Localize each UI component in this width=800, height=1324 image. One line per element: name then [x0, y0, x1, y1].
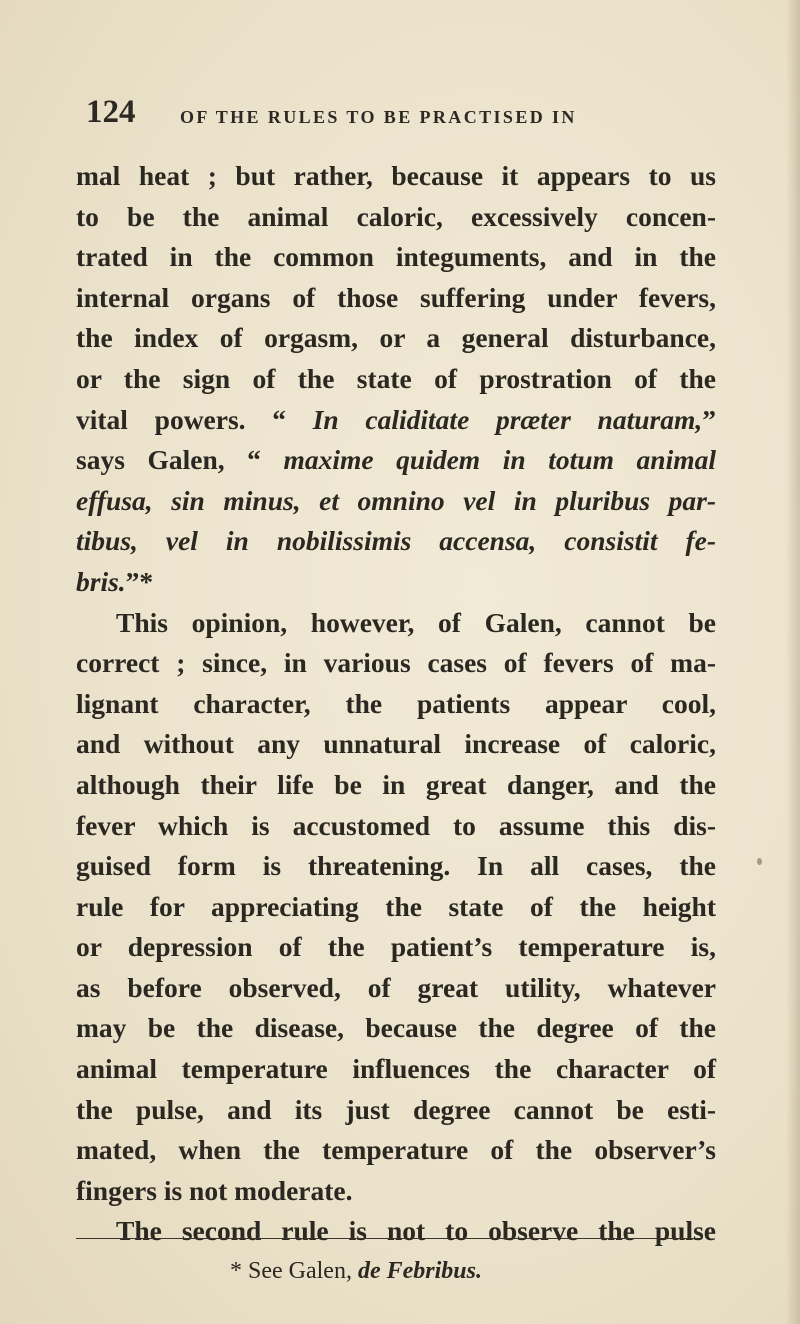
text-line	[76, 359, 716, 400]
running-head	[86, 92, 726, 132]
italic-segment: bris.	[76, 565, 126, 597]
text-line	[76, 562, 716, 603]
text-segment: says Galen, “	[76, 444, 284, 476]
text-segment: as before observed, of great utility, whatever	[76, 971, 716, 1003]
text-line	[76, 684, 716, 725]
text-segment: fingers is not moderate.	[76, 1174, 353, 1206]
text-line	[76, 724, 716, 765]
page-number: 124	[86, 94, 136, 130]
text-segment: This opinion, however, of Galen, cannot be	[116, 606, 716, 638]
footnote-marker: * See Galen,	[230, 1258, 358, 1284]
text-segment: may be the disease, because the degree of the	[76, 1012, 716, 1044]
text-segment: animal temperature influences the character of	[76, 1053, 716, 1085]
text-line	[76, 197, 716, 238]
text-segment: fever which is accustomed to assume this dis-	[76, 809, 716, 841]
running-head-title: OF THE RULES TO BE PRACTISED IN	[180, 107, 577, 127]
text-segment: internal organs of those suffering under fevers,	[76, 281, 716, 313]
italic-segment: In caliditate præter naturam,	[312, 403, 703, 435]
body-text	[76, 156, 716, 1252]
text-segment: or the sign of the state of prostration of the	[76, 362, 716, 394]
text-line	[76, 643, 716, 684]
italic-segment: maxime quidem in totum animal	[283, 444, 716, 476]
text-segment: ”	[702, 403, 716, 435]
text-line	[76, 1049, 716, 1090]
text-segment: correct ; since, in various cases of fevers of ma-	[76, 647, 716, 679]
text-line	[76, 237, 716, 278]
text-line	[76, 1211, 716, 1252]
text-line	[76, 765, 716, 806]
text-segment: mated, when the temperature of the observer’s	[76, 1134, 716, 1166]
text-segment: The second rule is not to observe the pulse	[116, 1215, 716, 1247]
text-line	[76, 440, 716, 481]
text-line	[76, 1090, 716, 1131]
text-line	[76, 1171, 716, 1212]
page-edge-shadow	[786, 0, 800, 1324]
text-segment: lignant character, the patients appear cool,	[76, 687, 716, 719]
text-segment: trated in the common integuments, and in the	[76, 241, 716, 273]
text-segment: or depression of the patient’s temperature is,	[76, 931, 716, 963]
text-segment: although their life be in great danger, and the	[76, 768, 716, 800]
text-segment: rule for appreciating the state of the height	[76, 890, 716, 922]
footnote	[230, 1258, 482, 1285]
text-segment: vital powers. “	[76, 403, 313, 435]
text-segment: the pulse, and its just degree cannot be esti-	[76, 1093, 716, 1125]
text-segment: and without any unnatural increase of caloric,	[76, 728, 716, 760]
italic-segment: tibus, vel in nobilissimis accensa, consistit fe-	[76, 525, 716, 557]
italic-segment: effusa, sin minus, et omnino vel in pluribus par-	[76, 484, 716, 516]
text-line	[76, 603, 716, 644]
text-line	[76, 481, 716, 522]
text-segment: to be the animal caloric, excessively concen-	[76, 200, 716, 232]
text-segment: the index of orgasm, or a general disturbance,	[76, 322, 716, 354]
text-line	[76, 521, 716, 562]
text-line	[76, 927, 716, 968]
text-line	[76, 1008, 716, 1049]
text-segment: mal heat ; but rather, because it appears to us	[76, 160, 716, 191]
text-segment: ”*	[125, 565, 154, 597]
text-line	[76, 1130, 716, 1171]
ink-speck	[757, 858, 762, 865]
text-line	[76, 968, 716, 1009]
footnote-title: de Febribus.	[357, 1258, 482, 1284]
text-line	[76, 156, 716, 197]
footnote-rule	[76, 1238, 700, 1239]
text-line	[76, 887, 716, 928]
text-line	[76, 278, 716, 319]
text-line	[76, 846, 716, 887]
text-line	[76, 400, 716, 441]
text-segment: guised form is threatening. In all cases, the	[76, 850, 716, 882]
text-line	[76, 806, 716, 847]
text-line	[76, 318, 716, 359]
